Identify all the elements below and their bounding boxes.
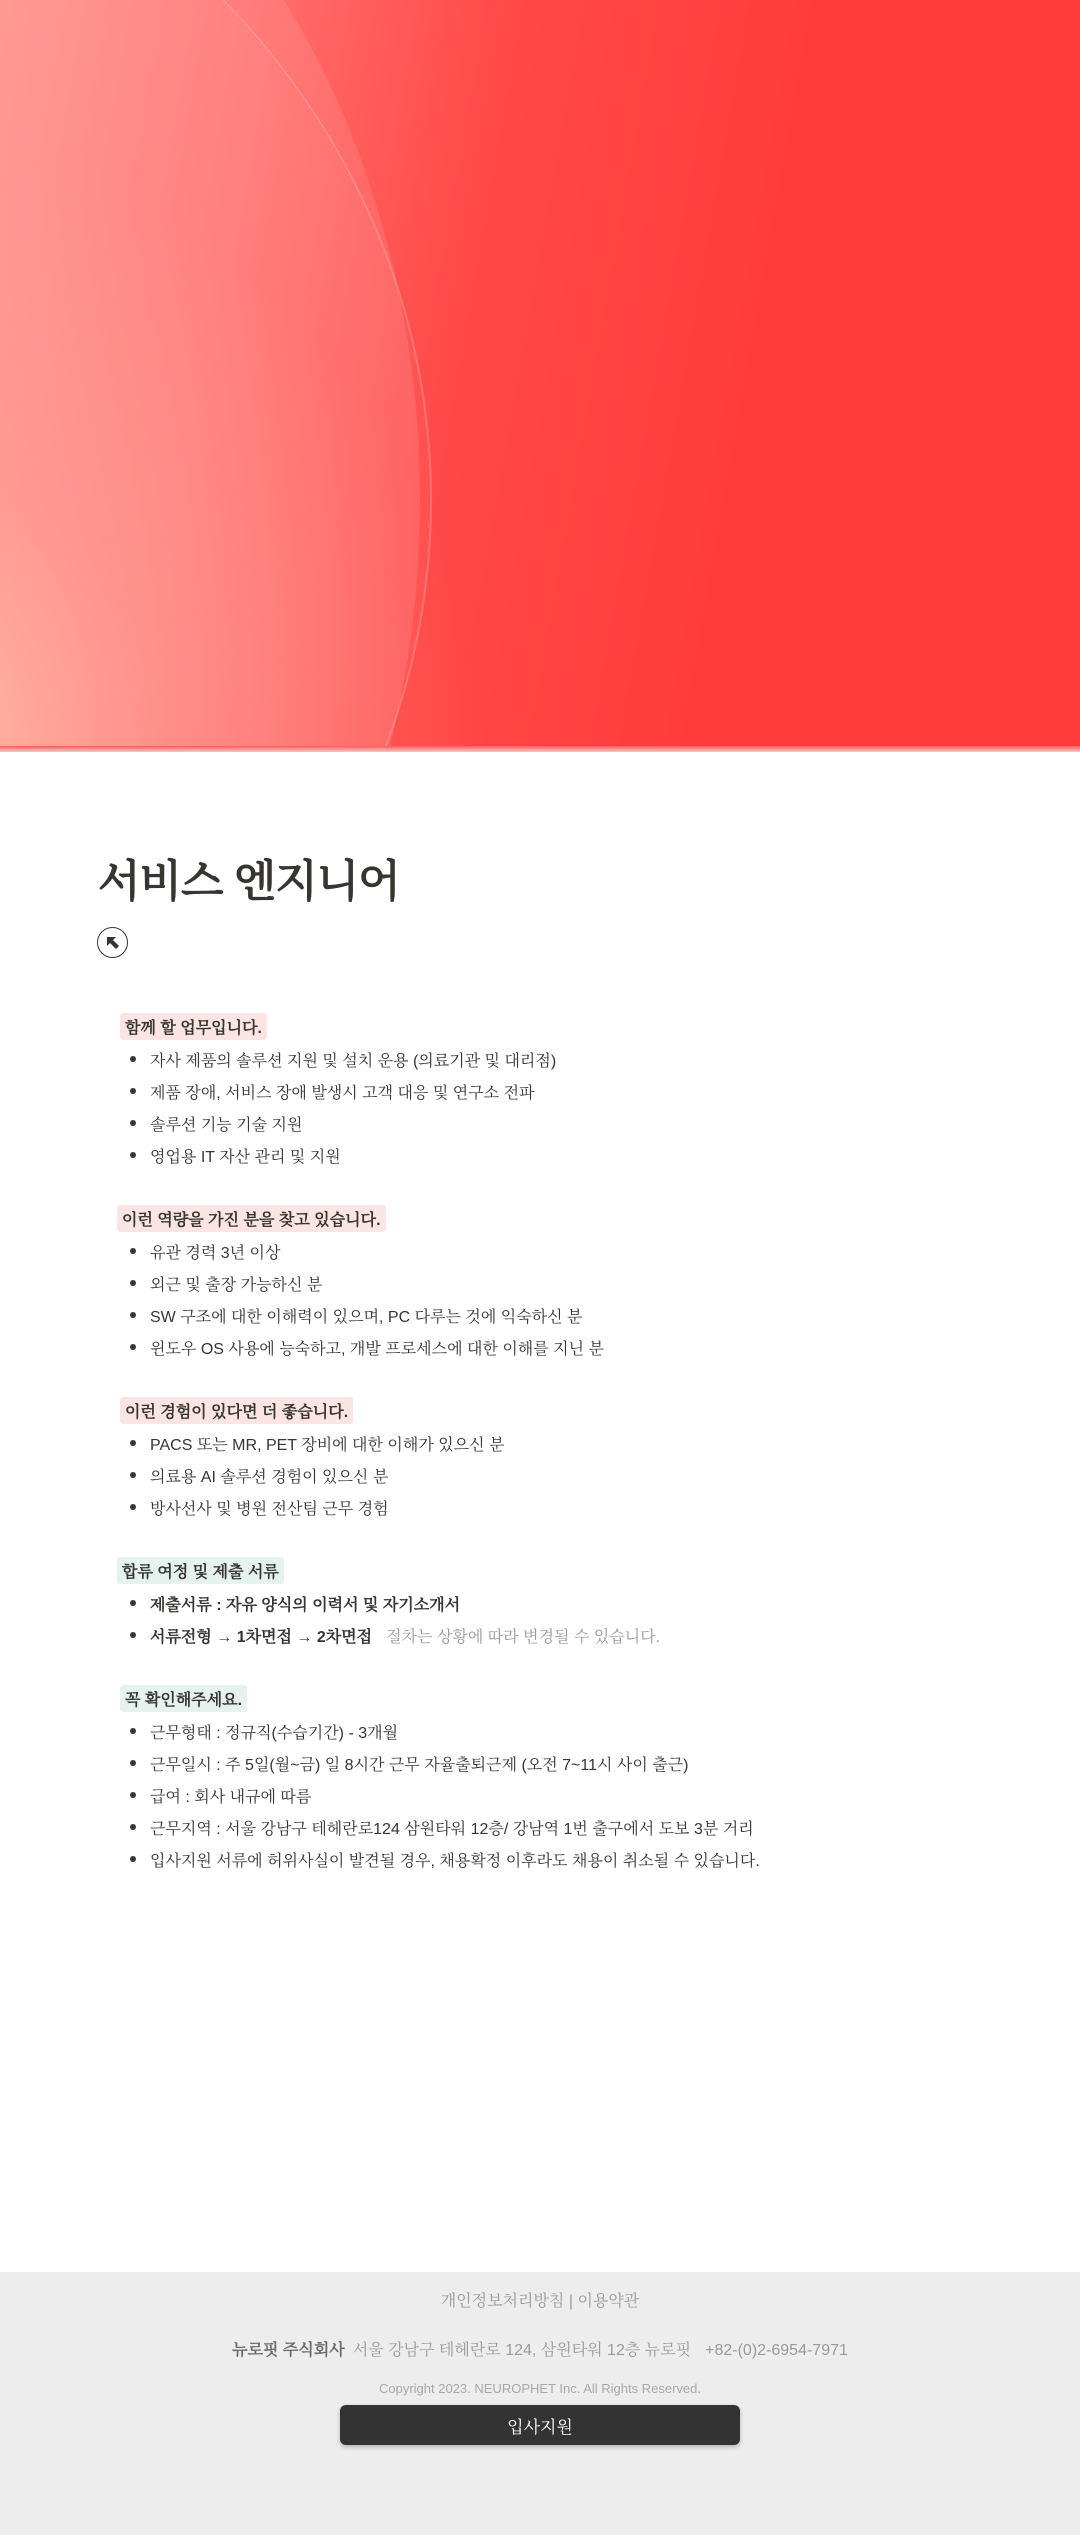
company-info bbox=[0, 2337, 1080, 2360]
list-item: 의료용 AI 솔루션 경험이 있으신 분 bbox=[150, 1464, 388, 1487]
list-item-bold: 제출서류 : 자유 양식의 이력서 및 자기소개서 bbox=[150, 1597, 461, 1614]
list-item: 방사선사 및 병원 전산팀 근무 경험 bbox=[150, 1496, 389, 1519]
list-item: 자사 제품의 솔루션 지원 및 설치 운용 (의료기관 및 대리점) bbox=[150, 1048, 556, 1071]
arrow-up-left-circle-icon[interactable] bbox=[97, 927, 128, 958]
footer-separator: | bbox=[568, 2293, 573, 2310]
apply-button[interactable]: 입사지원 bbox=[340, 2405, 740, 2445]
list-item: 윈도우 OS 사용에 능숙하고, 개발 프로세스에 대한 이해를 지닌 분 bbox=[150, 1336, 604, 1359]
section-heading: 꼭 확인해주세요. bbox=[120, 1685, 247, 1712]
list-item: PACS 또는 MR, PET 장비에 대한 이해가 있으신 분 bbox=[150, 1432, 505, 1455]
list-item: 영업용 IT 자산 관리 및 지원 bbox=[150, 1144, 341, 1167]
list-item: 외근 및 출장 가능하신 분 bbox=[150, 1272, 322, 1295]
list-item: 근무일시 : 주 5일(월~금) 일 8시간 근무 자율출퇴근제 (오전 7~11시 사이 출근) bbox=[150, 1752, 689, 1775]
footer-links bbox=[0, 2288, 1080, 2311]
hero-cover-image bbox=[0, 0, 1080, 752]
list-item bbox=[150, 1624, 660, 1647]
list-item: 급여 : 회사 내규에 따름 bbox=[150, 1784, 311, 1807]
page-title: 서비스 엔지니어 bbox=[98, 857, 400, 906]
list-item-bold: 서류전형 → 1차면접 → 2차면접 bbox=[150, 1629, 373, 1646]
company-name: 뉴로핏 주식회사 bbox=[232, 2342, 345, 2359]
section-heading: 함께 할 업무입니다. bbox=[120, 1013, 267, 1040]
section-heading: 이런 역량을 가진 분을 찾고 있습니다. bbox=[117, 1205, 386, 1232]
section-heading: 합류 여정 및 제출 서류 bbox=[117, 1557, 284, 1584]
list-item bbox=[150, 1592, 460, 1615]
company-phone: +82-(0)2-6954-7971 bbox=[705, 2342, 848, 2359]
section-heading: 이런 경험이 있다면 더 좋습니다. bbox=[120, 1397, 353, 1424]
list-item: 입사지원 서류에 허위사실이 발견될 경우, 채용확정 이후라도 채용이 취소될 수 있습니다. bbox=[150, 1848, 760, 1871]
list-item-note: 절차는 상황에 따라 변경될 수 있습니다. bbox=[386, 1629, 661, 1646]
list-item: 제품 장애, 서비스 장애 발생시 고객 대응 및 연구소 전파 bbox=[150, 1080, 535, 1103]
list-item: SW 구조에 대한 이해력이 있으며, PC 다루는 것에 익숙하신 분 bbox=[150, 1304, 583, 1327]
terms-link[interactable]: 이용약관 bbox=[577, 2293, 640, 2310]
privacy-policy-link[interactable]: 개인정보처리방침 bbox=[440, 2293, 565, 2310]
list-item: 근무지역 : 서울 강남구 테헤란로124 삼원타워 12층/ 강남역 1번 출구에서 도보 3분 거리 bbox=[150, 1816, 754, 1839]
list-item: 솔루션 기능 기술 지원 bbox=[150, 1112, 302, 1135]
copyright: Copyright 2023. NEUROPHET Inc. All Rights Reserved. bbox=[378, 2381, 701, 2396]
company-address: 서울 강남구 테헤란로 124, 삼원타워 12층 뉴로핏 bbox=[352, 2342, 692, 2359]
footer bbox=[0, 2272, 1080, 2535]
list-item: 유관 경력 3년 이상 bbox=[150, 1240, 280, 1263]
list-item: 근무형태 : 정규직(수습기간) - 3개월 bbox=[150, 1720, 398, 1743]
